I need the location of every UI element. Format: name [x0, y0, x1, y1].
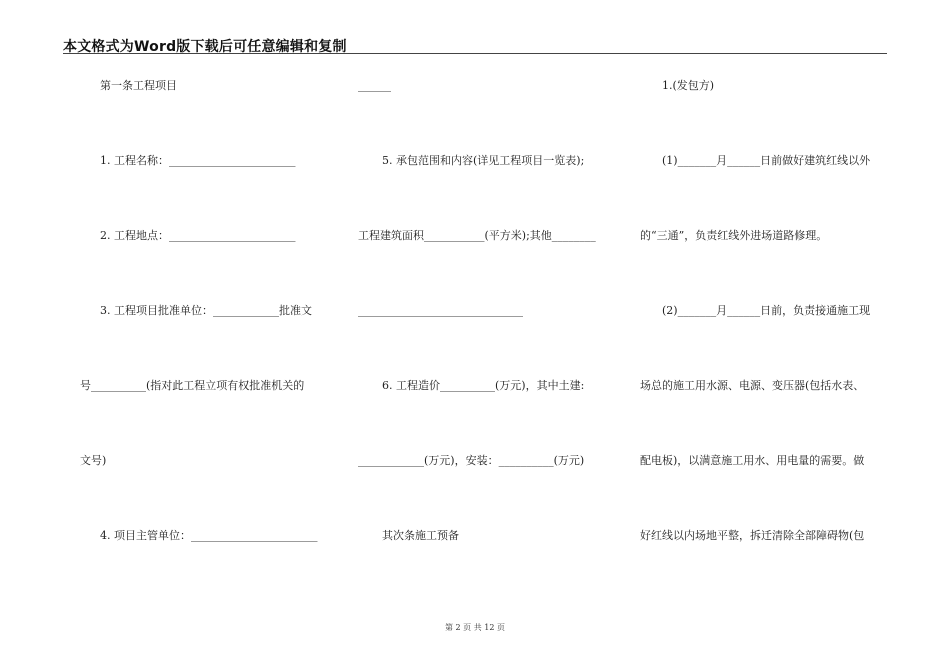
text-line: 2. 工程地点：_______________________: [100, 229, 296, 242]
text-line: 工程建筑面积___________(平方米);其他________: [358, 229, 596, 242]
text-line: 的“三通”，负责红线外进场道路修理。: [640, 229, 828, 242]
column-1: [0, 0, 330, 672]
text-line: 好红线以内场地平整，拆迁清除全部障碍物(包: [640, 529, 865, 542]
text-line: 第一条工程项目: [100, 79, 177, 92]
text-line: 场总的施工用水源、电源、变压器(包括水表、: [640, 379, 865, 392]
column-3: [630, 0, 900, 672]
page-number-footer: 第 2 页 共 12 页: [445, 623, 505, 632]
text-line: 配电板)，以满意施工用水、用电量的需要。做: [640, 454, 865, 467]
text-line: 6. 工程造价__________(万元)，其中土建:: [382, 379, 585, 392]
text-line: 文号): [80, 454, 107, 467]
text-line: ____________(万元)，安装：__________(万元): [358, 454, 585, 467]
text-line: 4. 项目主管单位：_______________________: [100, 529, 318, 542]
header-title: 本文格式为Word版下载后可任意编辑和复制: [63, 39, 347, 55]
text-line: ______________________________: [358, 304, 523, 317]
text-line: (2)_______月______日前，负责接通施工现: [662, 304, 871, 317]
text-line: 其次条施工预备: [382, 529, 459, 542]
text-line: 3. 工程项目批准单位：____________批准文: [100, 304, 312, 317]
text-line: 5. 承包范围和内容(详见工程项目一览表);: [382, 154, 585, 167]
text-line: (1)_______月______日前做好建筑红线以外: [662, 154, 871, 167]
text-line: 1.(发包方): [662, 79, 715, 92]
text-line: 1. 工程名称：_______________________: [100, 154, 296, 167]
column-2: [330, 0, 630, 672]
text-line: ______: [358, 79, 391, 92]
text-line: 号__________(指对此工程立项有权批准机关的: [80, 379, 305, 392]
